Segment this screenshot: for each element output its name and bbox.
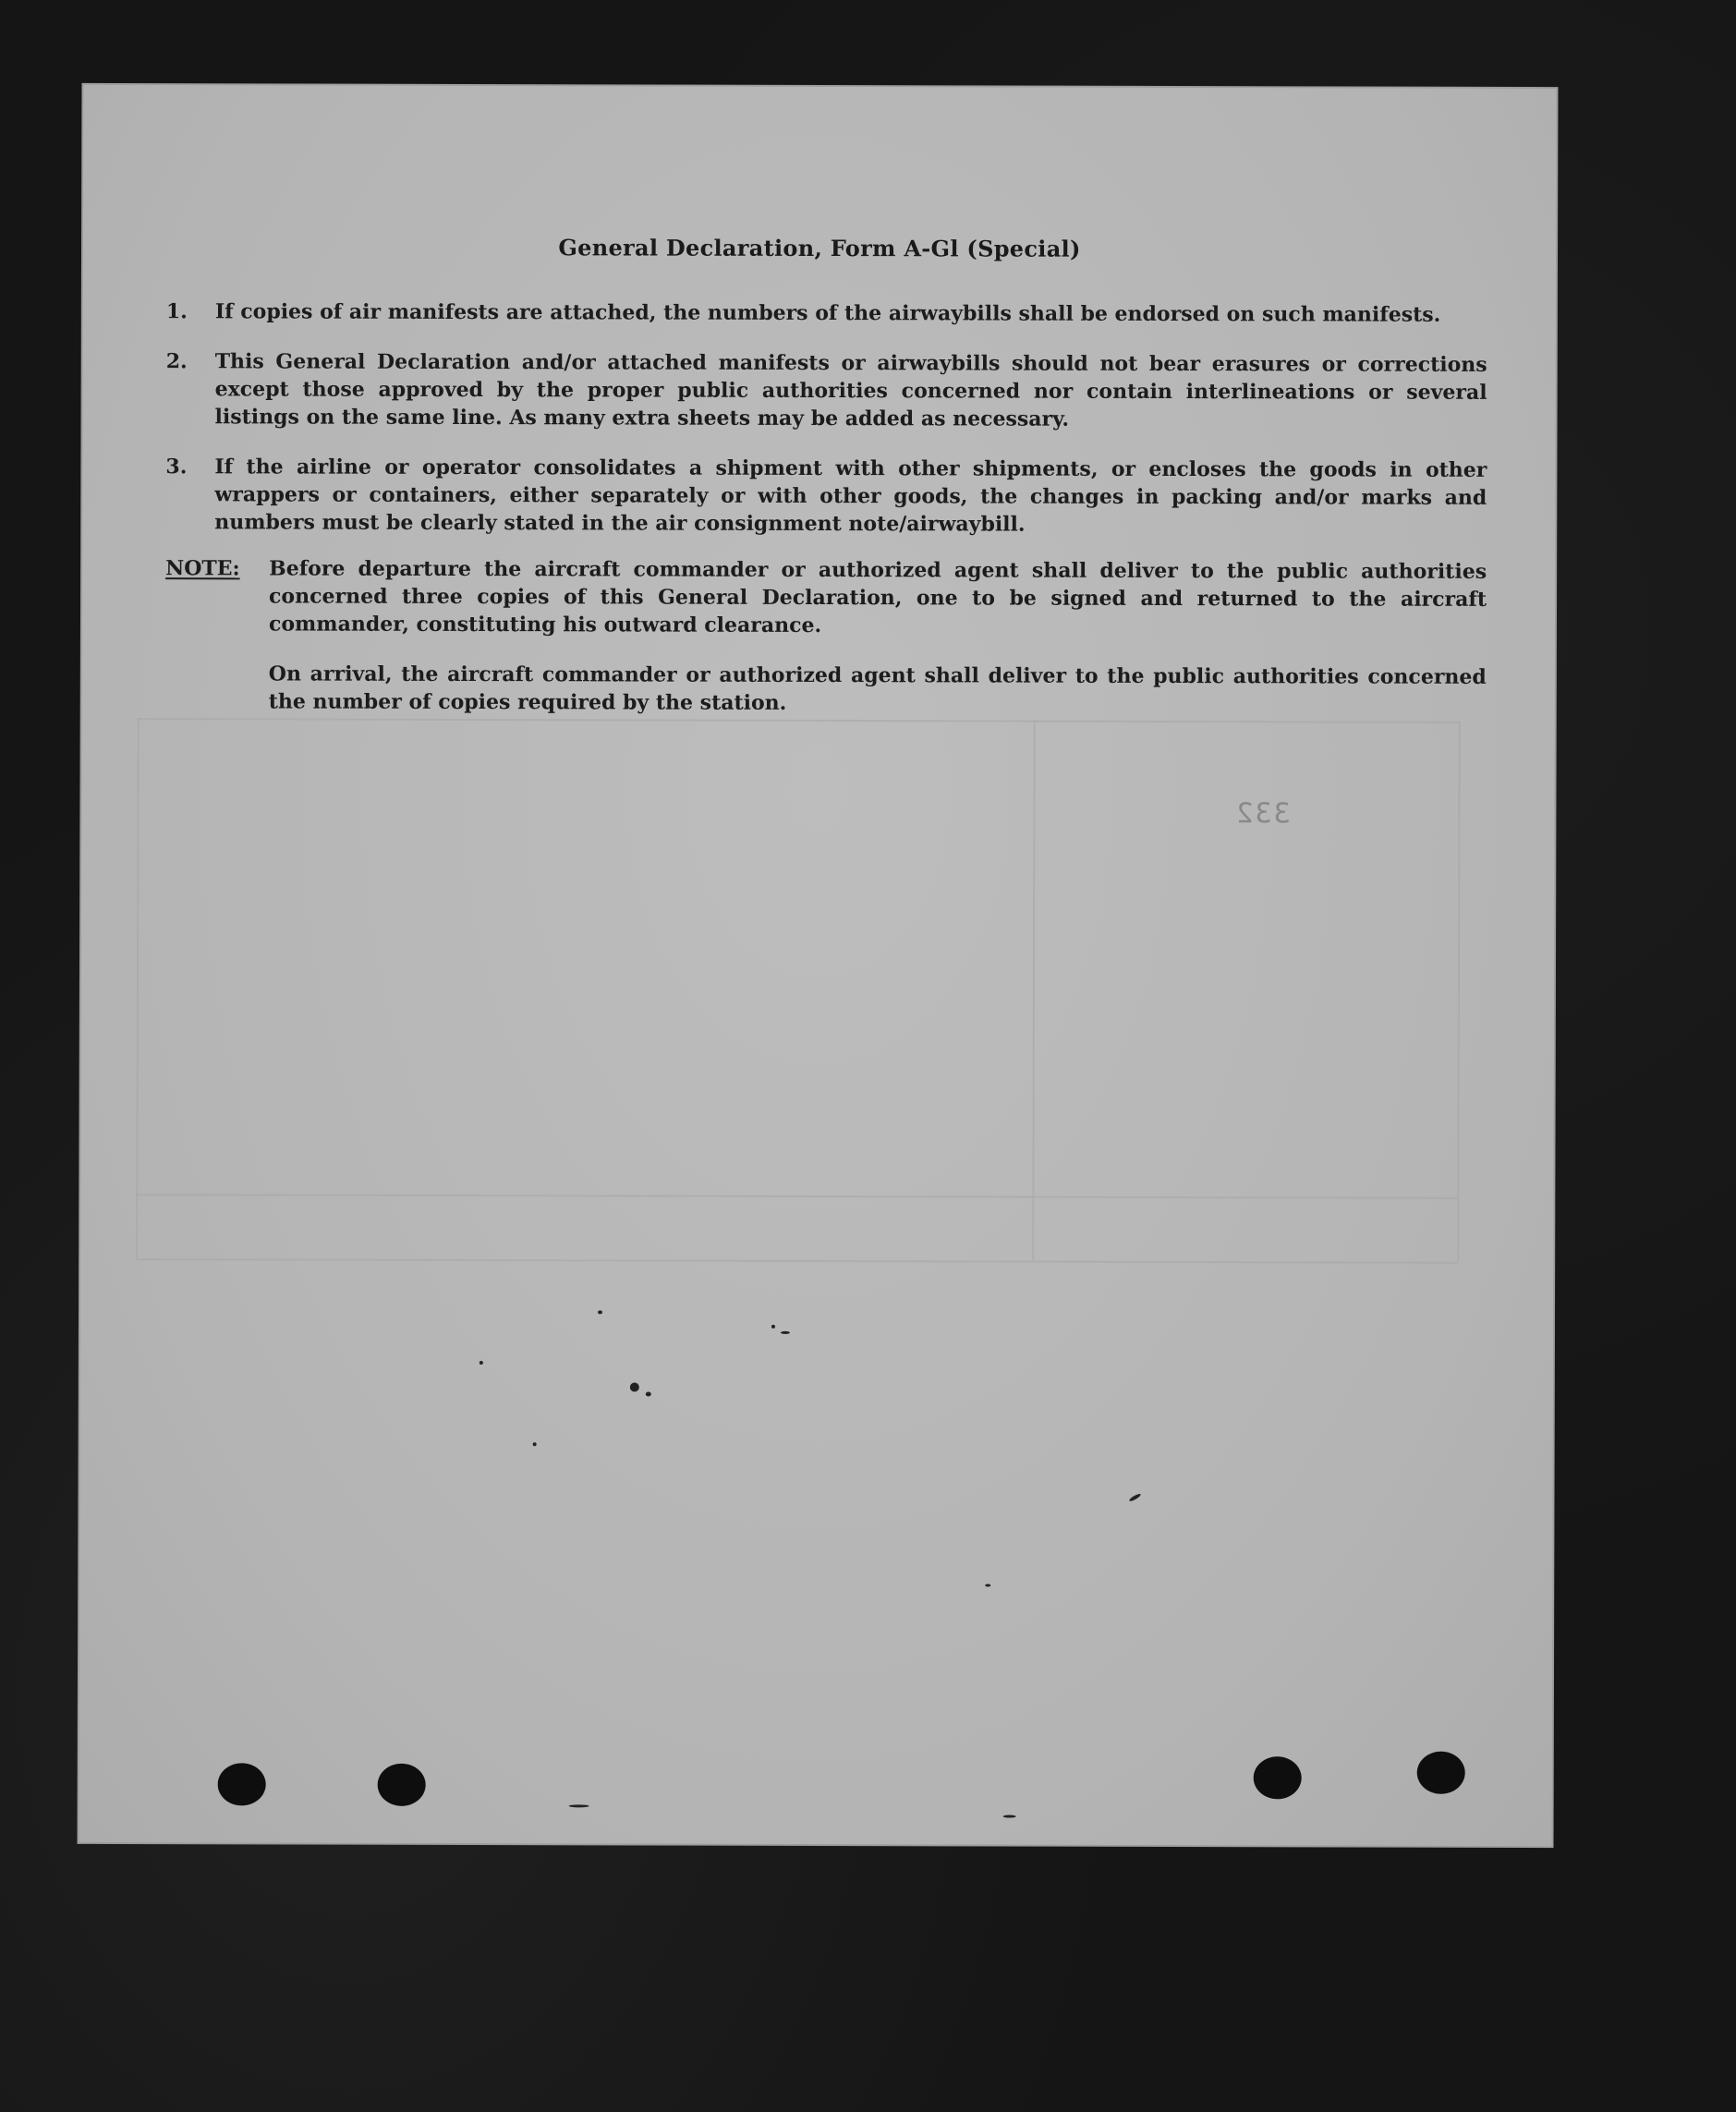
ink-speck <box>1003 1815 1016 1818</box>
punch-hole <box>378 1764 426 1806</box>
note-label: NOTE: <box>165 556 240 581</box>
list-item <box>165 453 1487 540</box>
ink-speck <box>646 1392 651 1397</box>
punch-hole <box>1417 1752 1465 1794</box>
ink-speck <box>480 1361 483 1365</box>
stamp-number: 332 <box>1234 797 1291 831</box>
ink-speck <box>569 1804 589 1807</box>
ink-speck <box>1128 1493 1141 1502</box>
ink-speck <box>771 1325 775 1329</box>
item-number: 3. <box>165 455 188 479</box>
form-title: General Declaration, Form A-Gl (Special) <box>558 234 1081 262</box>
punch-hole <box>218 1763 266 1805</box>
ink-speck <box>533 1442 537 1446</box>
item-text: If the airline or operator consolidates a shipment with other shipments, or encloses the goods in other wrappers or containers, either separately or with other goods, the changes in packing and/or marks and numbers must be clearly stated in the air consignment note/airwaybill. <box>214 455 1487 537</box>
punch-hole <box>1254 1756 1302 1799</box>
bleed-through-rule <box>138 718 1459 723</box>
item-number: 1. <box>165 299 188 324</box>
ink-speck <box>630 1382 639 1391</box>
note-block <box>165 660 1487 719</box>
note-paragraph: Before departure the aircraft commander or authorized agent shall deliver to the public authorities concerned three copies of this General Declaration, one to be signed and returned to the aircraft commander, constituting his outward clearance. <box>268 556 1487 638</box>
ink-speck <box>598 1310 602 1314</box>
item-text: If copies of air manifests are attached, the numbers of the airwaybills shall be endorsed on such manifests. <box>214 299 1441 327</box>
bleed-through-rule <box>136 718 140 1258</box>
list-item <box>166 297 1487 329</box>
item-number: 2. <box>165 349 188 374</box>
ink-speck <box>985 1584 990 1586</box>
document-page <box>79 85 1557 1846</box>
bleed-through-rule <box>1032 721 1036 1261</box>
list-item <box>166 347 1487 434</box>
note-paragraph: On arrival, the aircraft commander or authorized agent shall deliver to the public authorities concerned the number of copies required by the station. <box>268 662 1487 715</box>
item-text: This General Declaration and/or attached manifests or airwaybills should not bear erasures or corrections except those approved by the proper public authorities concerned nor contain interlineations or several listings on the same line. As many extra sheets may be added as necessary. <box>214 349 1487 431</box>
bleed-through-rule <box>1457 722 1461 1262</box>
bleed-through-rule <box>136 1258 1457 1264</box>
bleed-through-rule <box>136 1194 1457 1199</box>
note-block <box>165 554 1487 641</box>
ink-speck <box>781 1331 790 1334</box>
